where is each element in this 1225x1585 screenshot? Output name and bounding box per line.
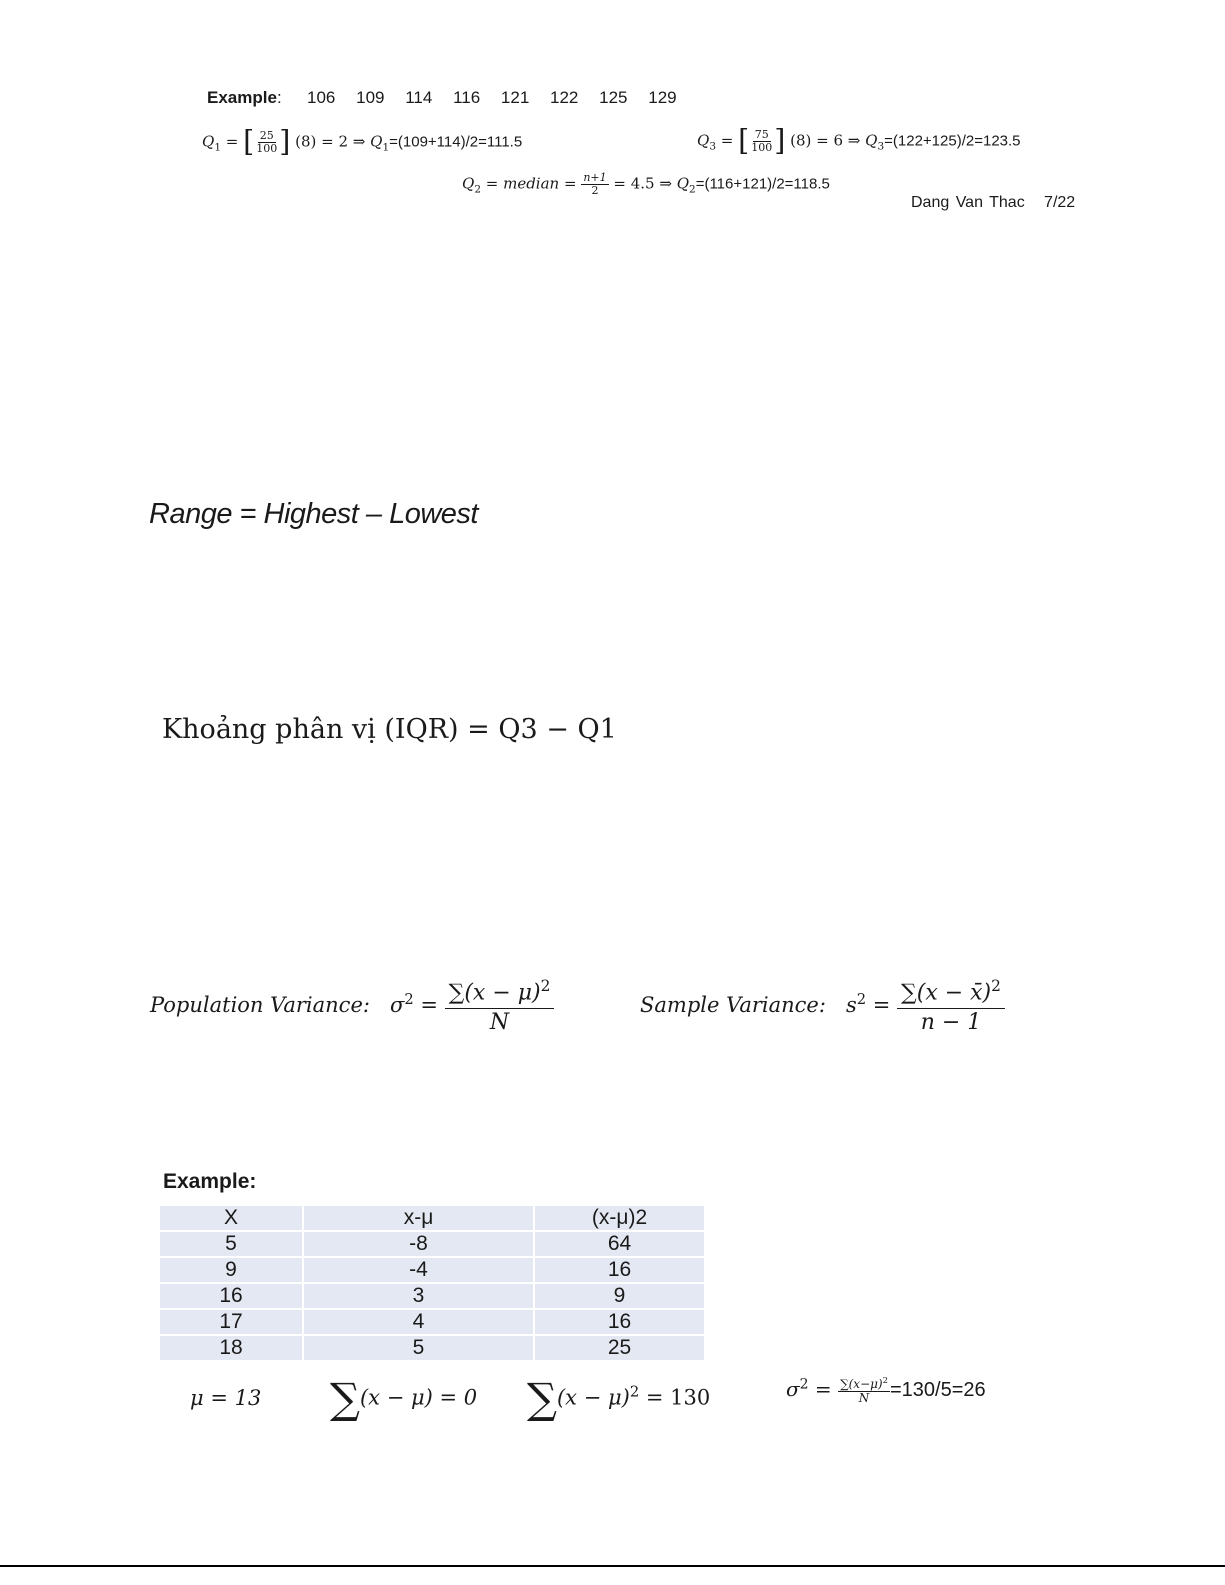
mean-value: μ = 13 <box>190 1386 262 1410</box>
q1-formula: $Q_1$ = [ $\frac{25}{100}$ ] (8) = 2 ⇒ $Q_1=(109+114)/2=111.5$ <box>202 125 523 158</box>
sample-variance-formula: Sample Variance: $s^2$ = $\frac{\sum(x - x̄)^2}{n - 1}$ <box>640 978 1005 1035</box>
table-header-cell: (x-μ)2 <box>535 1206 704 1230</box>
sigma-symbol: ∑ <box>330 1374 360 1423</box>
table-cell: 9 <box>160 1258 302 1282</box>
sigma-symbol: ∑ <box>527 1374 557 1423</box>
table-cell: 5 <box>304 1336 533 1360</box>
data-value: 114 <box>405 88 433 107</box>
page-footer <box>911 194 1075 212</box>
table-cell: 16 <box>535 1310 704 1334</box>
q2-formula: $Q_2$ = median = $\frac{n+1}{2}$ = 4.5 ⇒ $Q_2=(116+121)/2=118.5$ <box>462 171 830 198</box>
data-value: 116 <box>453 88 481 107</box>
author-name: Dang Van Thac <box>911 194 1025 211</box>
data-value: 122 <box>550 88 579 107</box>
table-cell: -4 <box>304 1258 533 1282</box>
bottom-rule <box>0 1565 1225 1567</box>
variance-table <box>158 1204 706 1362</box>
sum-squared-deviations: $\sum(x - \mu)^2 = 130$ <box>527 1374 711 1423</box>
table-header-cell: X <box>160 1206 302 1230</box>
table-cell: 5 <box>160 1232 302 1256</box>
data-value: 121 <box>500 88 530 107</box>
data-value: 109 <box>356 88 385 107</box>
table-header-row <box>160 1206 704 1230</box>
table-cell: 17 <box>160 1310 302 1334</box>
population-variance-label: Population Variance: <box>150 992 370 1017</box>
table-cell: 25 <box>535 1336 704 1360</box>
data-value: 125 <box>599 88 628 107</box>
table-cell: -8 <box>304 1232 533 1256</box>
data-value: 106 <box>307 88 336 107</box>
example-title: Example: <box>163 1170 257 1193</box>
table-cell: 9 <box>535 1284 704 1308</box>
sum-deviations: ∑(x − μ) = 0 <box>330 1374 478 1423</box>
example-data-values <box>307 88 677 108</box>
table-row <box>160 1284 704 1308</box>
iqr-formula: Khoảng phân vị (IQR) = Q3 − Q1 <box>162 714 617 745</box>
table-row <box>160 1232 704 1256</box>
table-cell: 16 <box>535 1258 704 1282</box>
table-row <box>160 1336 704 1360</box>
table-header-cell: x-μ <box>304 1206 533 1230</box>
range-formula: Range = Highest – Lowest <box>149 498 478 530</box>
example-label: Example: <box>207 88 282 107</box>
variance-result: $\sigma^2$ = $\frac{\sum(x-\mu)^2}{N}$ =130/5=26 <box>786 1375 986 1406</box>
table-cell: 4 <box>304 1310 533 1334</box>
sample-variance-label: Sample Variance: <box>640 992 826 1017</box>
table-row <box>160 1310 704 1334</box>
page-number: 7/22 <box>1044 194 1076 211</box>
table-row <box>160 1258 704 1282</box>
data-value: 129 <box>648 88 677 107</box>
table-cell: 3 <box>304 1284 533 1308</box>
table-cell: 18 <box>160 1336 302 1360</box>
q3-formula: $Q_3$ = [ $\frac{75}{100}$ ] (8) = 6 ⇒ $Q_3=(122+125)/2=123.5$ <box>697 124 1021 157</box>
population-variance-formula: Population Variance: $\sigma^2$ = $\frac{\sum(x - \mu)^2}{N}$ <box>150 978 554 1035</box>
table-cell: 16 <box>160 1284 302 1308</box>
table-cell: 64 <box>535 1232 704 1256</box>
